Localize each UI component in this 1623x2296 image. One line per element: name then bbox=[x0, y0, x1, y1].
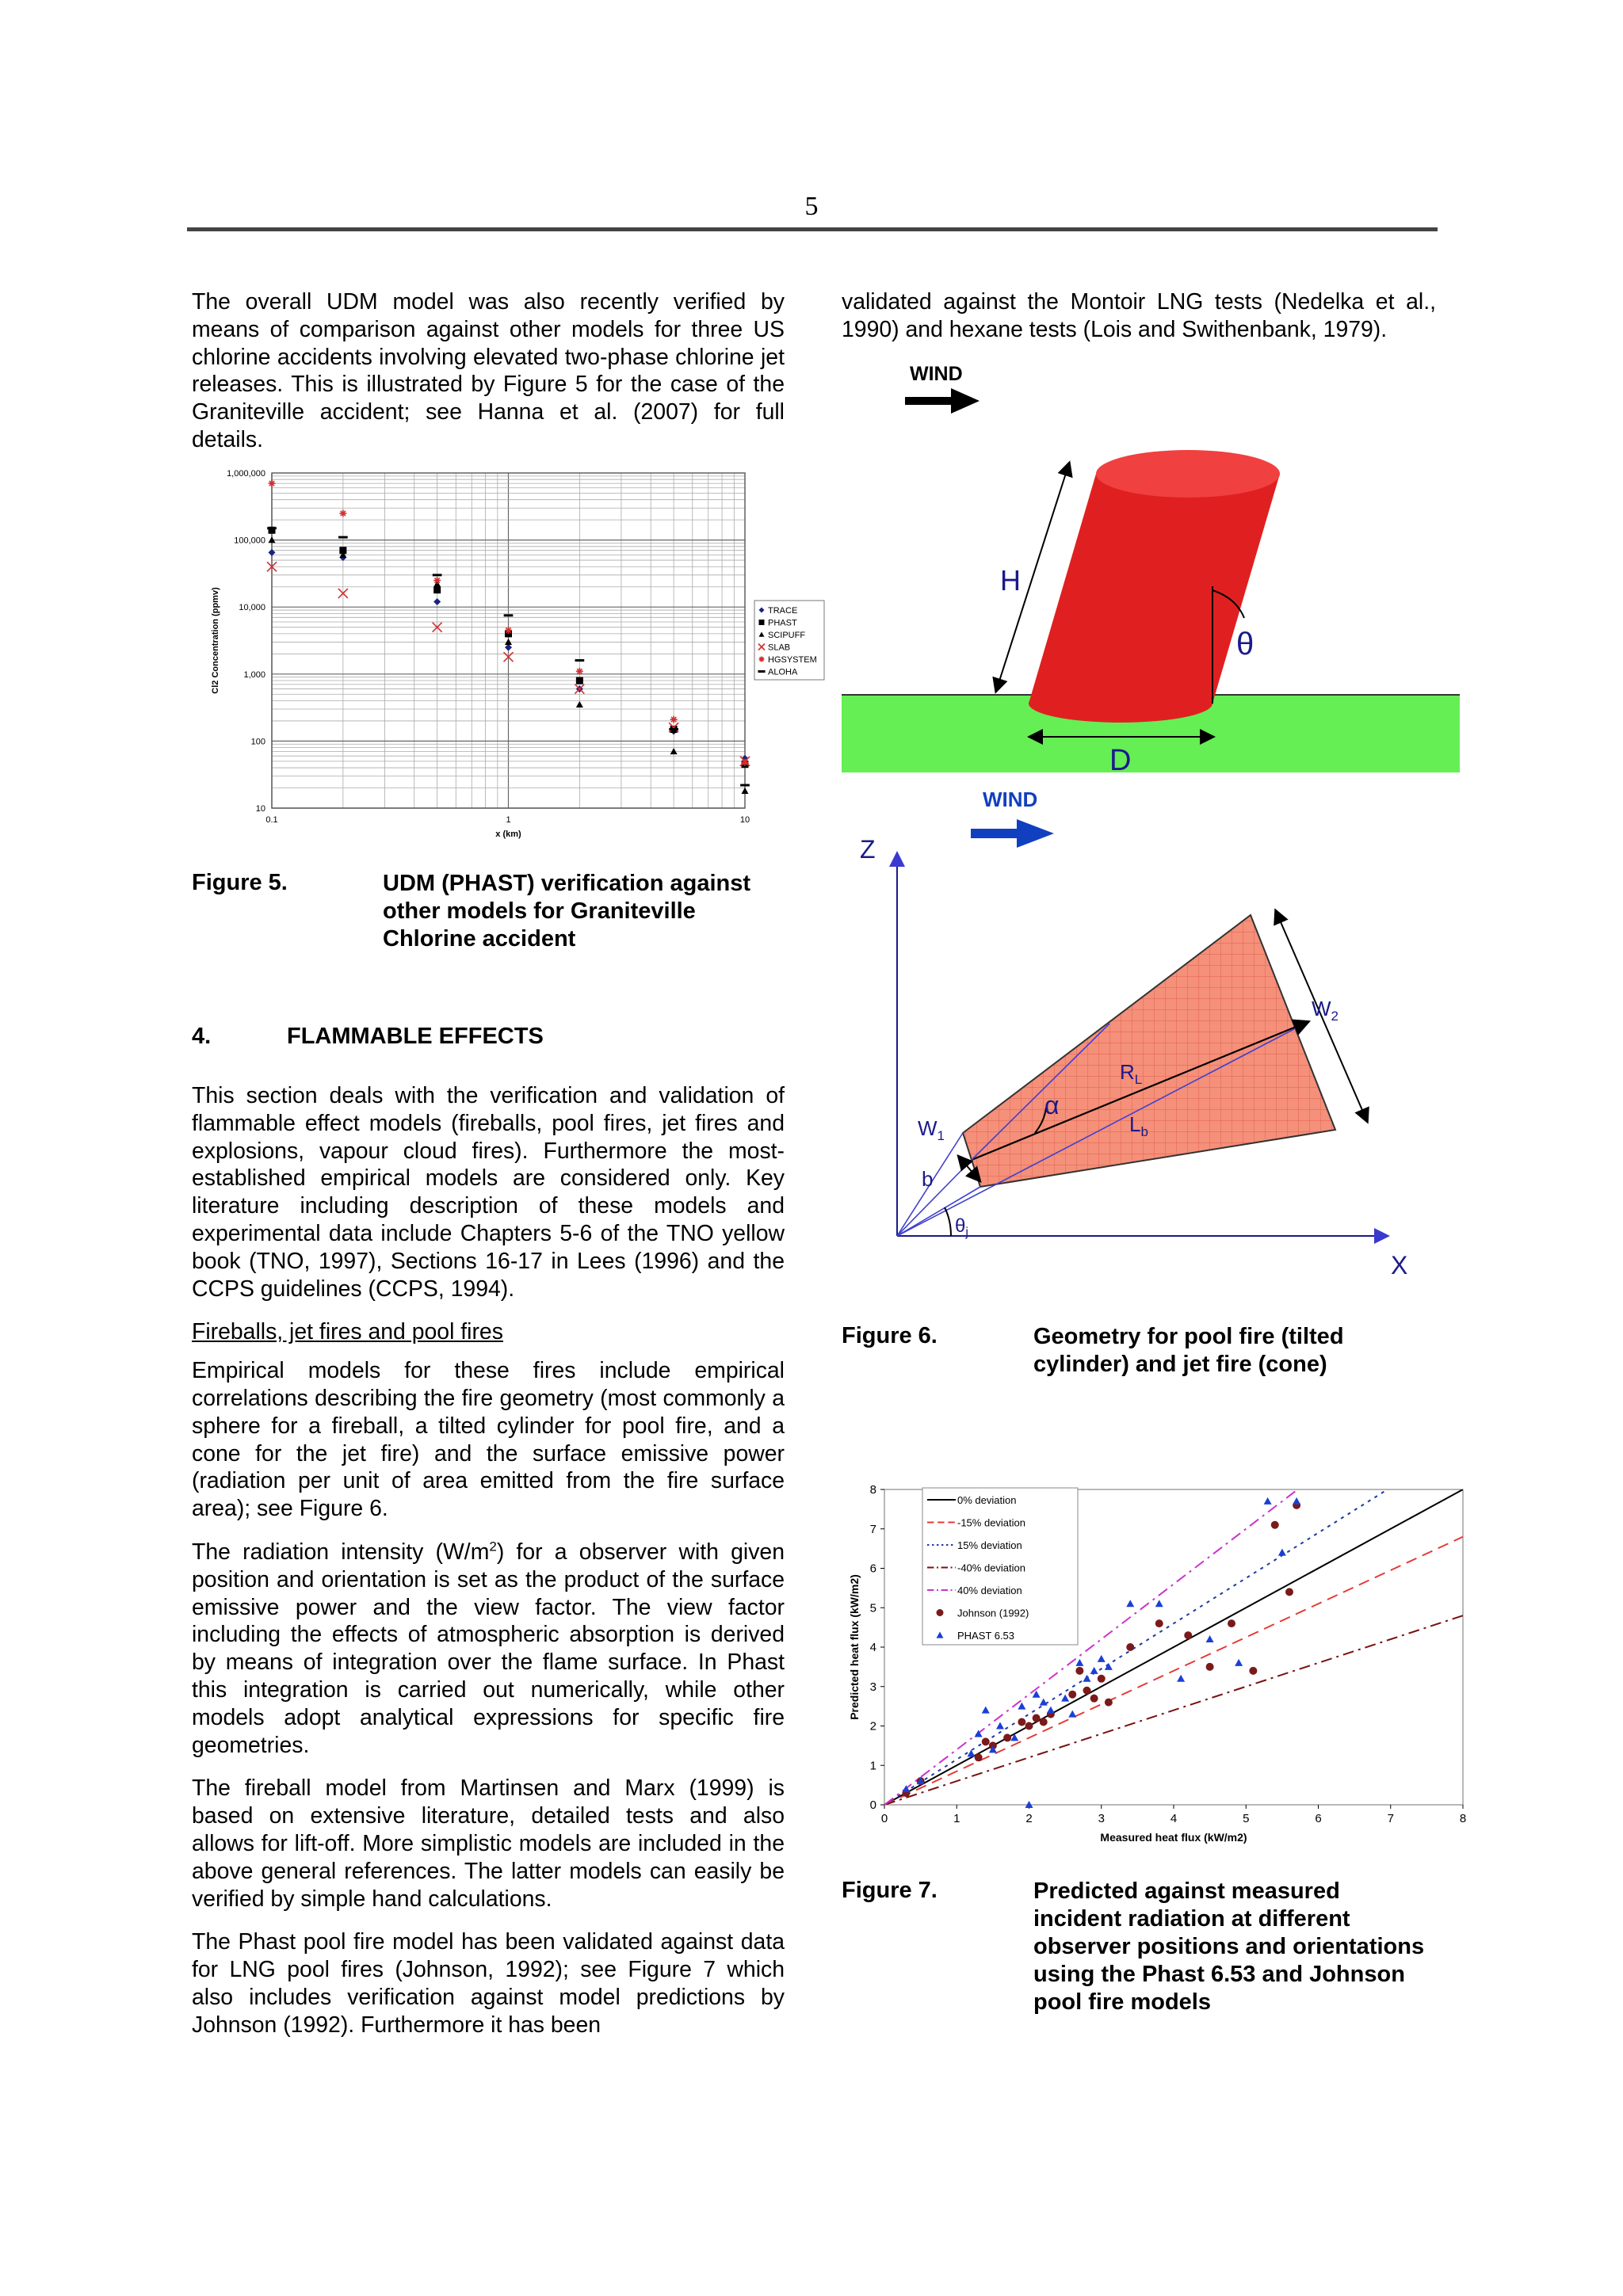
figure7-point bbox=[1126, 1600, 1134, 1607]
intro-paragraph: The overall UDM model was also recently verified by means of comparison against other models for three US chlorine accidents involving elevated two-phase chlorine jet releases. This is illustrated by Figure 5 for the case of the Graniteville accident; see Hanna et al. (2007) for full details. bbox=[192, 289, 785, 452]
figure7-point bbox=[1033, 1714, 1041, 1722]
figure7-x-tick: 7 bbox=[1387, 1812, 1394, 1825]
jet-cone bbox=[963, 915, 1335, 1187]
paragraph-pool-fire-validation: The Phast pool fire model has been validated against data for LNG pool fires (Johnson, 1992); see Figure 7 which also includes verification against model predictions by Johnson (1992). Furthermore it has been bbox=[192, 1929, 785, 2038]
figure7-y-tick: 0 bbox=[869, 1798, 876, 1812]
figure7-point bbox=[968, 1749, 976, 1756]
label-thetaj: $\theta_j$ bbox=[955, 1215, 968, 1239]
figure7-point bbox=[1235, 1659, 1243, 1666]
figure7-point bbox=[1155, 1600, 1163, 1607]
figure7-y-tick: 8 bbox=[869, 1483, 876, 1497]
figure5-point bbox=[505, 639, 512, 645]
figure5-point bbox=[269, 480, 276, 487]
figure5-legend-label: TRACE bbox=[768, 606, 798, 616]
figure5-legend-label: ALOHA bbox=[768, 667, 798, 677]
figure5-y-tick: 100,000 bbox=[234, 536, 265, 546]
figure7-x-tick: 5 bbox=[1243, 1812, 1250, 1825]
figure7-point bbox=[1090, 1695, 1098, 1703]
figure7-x-tick: 6 bbox=[1315, 1812, 1322, 1825]
label-alpha: α bbox=[1044, 1091, 1060, 1119]
subheading-fires: Fireballs, jet fires and pool fires bbox=[192, 1319, 503, 1345]
paragraph-montoir: validated against the Montoir LNG tests (Nedelka et al., 1990) and hexane tests (Lois and Swithenbank, 1979). bbox=[842, 289, 1436, 342]
figure5-legend-label: SLAB bbox=[768, 643, 791, 653]
figure7-legend-label: 0% deviation bbox=[957, 1494, 1017, 1506]
figure7-legend-marker bbox=[937, 1609, 944, 1616]
figure7-point bbox=[1083, 1675, 1091, 1682]
label-W2: $W_2$ bbox=[1312, 997, 1339, 1024]
paragraph-flammable-intro: This section deals with the verification and validation of flammable effect models (fireballs, pool fires, jet fires and explosions, vapour cloud fires). Furthermore the most-established empirical models are considered only. Key literature including description of these models and experimental data include Chapters 5-6 of the TNO yellow book (TNO, 1997), Sections 16-17 in Lees (1996) and the CCPS guidelines (CCPS, 1994). bbox=[192, 1083, 785, 1302]
wind-arrow-top bbox=[905, 388, 980, 414]
figure5-y-tick: 10 bbox=[255, 804, 265, 814]
wind-arrow-bottom bbox=[971, 819, 1054, 848]
tilted-cylinder bbox=[1029, 450, 1280, 723]
label-RL: $R_L$ bbox=[1120, 1060, 1143, 1087]
figure7-caption: Predicted against measured incident radiation at different observer positions and orientations using the Phast 6.53 and Johnson pool fire models bbox=[1033, 1878, 1425, 2015]
figure7-y-label: Predicted heat flux (kW/m2) bbox=[848, 1574, 861, 1720]
figure7-y-tick: 1 bbox=[869, 1759, 876, 1773]
label-H: H bbox=[1000, 564, 1021, 597]
figure7-point bbox=[1068, 1691, 1076, 1699]
figure7-point bbox=[1040, 1718, 1048, 1726]
label-Lb: $L_b$ bbox=[1129, 1112, 1148, 1139]
paragraph-radiation-intensity: The radiation intensity $(W/m^2)$ for a observer with given position and orientation is set as the product of the surface emissive power and the view factor. The view factor including the effects of atmospheric absorption is derived by means of integration over the flame surface. In Phast this integration is carried out numerically, while other models adopt analytical expressions for specific fire geometries. bbox=[192, 1539, 785, 1758]
figure5-label: Figure 5. bbox=[192, 870, 288, 895]
figure7-point bbox=[982, 1737, 990, 1745]
label-Z: Z bbox=[860, 835, 876, 864]
figure7-point bbox=[1040, 1699, 1048, 1706]
figure7-x-tick: 0 bbox=[880, 1812, 888, 1825]
figure7-legend-label: Johnson (1992) bbox=[957, 1607, 1029, 1619]
label-theta: θ bbox=[1236, 627, 1254, 662]
figure5-y-tick: 1,000,000 bbox=[227, 469, 265, 479]
figure7-point bbox=[1271, 1521, 1279, 1529]
figure7-point bbox=[1025, 1722, 1033, 1730]
figure5-x-tick: 10 bbox=[739, 815, 750, 825]
figure5-y-tick: 100 bbox=[250, 737, 265, 747]
label-b: b bbox=[922, 1167, 934, 1191]
figure7-x-tick: 8 bbox=[1459, 1812, 1467, 1825]
figure5-legend-label: SCIPUFF bbox=[768, 631, 806, 640]
figure5-point bbox=[433, 574, 442, 576]
figure7-y-tick: 4 bbox=[869, 1641, 876, 1654]
figure7-point bbox=[1155, 1619, 1163, 1627]
label-X: X bbox=[1391, 1251, 1408, 1280]
figure7-point bbox=[1278, 1549, 1286, 1556]
paragraph-empirical-models: Empirical models for these fires include empirical correlations describing the fire geometry (most commonly a sphere for a fireball, a tilted cylinder for pool fire, and a cone for the jet fire) and the surface emissive power (radiation per unit of area emitted from the fire surface area); see Figure 6. bbox=[192, 1358, 785, 1522]
wind-label-top: WIND bbox=[910, 363, 963, 385]
figure5-legend-marker bbox=[759, 657, 765, 662]
figure6-label: Figure 6. bbox=[842, 1323, 938, 1348]
figure7-point bbox=[1293, 1497, 1300, 1505]
thetaj-arc bbox=[945, 1207, 951, 1236]
figure5-point bbox=[338, 536, 348, 539]
figure5-legend bbox=[754, 601, 824, 680]
figure7-y-tick: 2 bbox=[869, 1719, 876, 1733]
figure7-point bbox=[1184, 1631, 1192, 1639]
figure7-chart bbox=[840, 1474, 1474, 1862]
figure7-point bbox=[1206, 1663, 1214, 1671]
figure7-point bbox=[1206, 1635, 1214, 1642]
figure7-point bbox=[1003, 1733, 1011, 1741]
figure7-y-tick: 7 bbox=[869, 1522, 876, 1536]
figure5-x-tick: 1 bbox=[506, 815, 511, 825]
page-number: 5 bbox=[804, 192, 819, 221]
figure5-legend-label: HGSYSTEM bbox=[768, 655, 817, 665]
figure7-point bbox=[1249, 1667, 1257, 1675]
figure5-y-tick: 1,000 bbox=[243, 669, 265, 680]
figure7-point bbox=[1018, 1703, 1025, 1710]
section-title: FLAMMABLE EFFECTS bbox=[287, 1024, 544, 1049]
figure7-y-tick: 6 bbox=[869, 1562, 876, 1576]
figure5-point bbox=[339, 509, 346, 517]
figure7-point bbox=[1068, 1711, 1076, 1718]
figure7-x-tick: 3 bbox=[1098, 1812, 1105, 1825]
figure7-y-tick: 3 bbox=[869, 1680, 876, 1694]
figure7-legend-label: -15% deviation bbox=[957, 1516, 1025, 1529]
figure7-point bbox=[1177, 1675, 1185, 1682]
figure5-point bbox=[504, 614, 514, 616]
figure7-point bbox=[1083, 1687, 1091, 1695]
figure7-x-tick: 4 bbox=[1170, 1812, 1178, 1825]
wind-label-bottom: WIND bbox=[983, 788, 1038, 811]
figure5-point bbox=[576, 701, 583, 707]
figure5-legend-label: PHAST bbox=[768, 618, 797, 628]
figure6-caption: Geometry for pool fire (tilted cylinder) and jet fire (cone) bbox=[1033, 1324, 1344, 1377]
figure5-legend-marker bbox=[758, 670, 765, 673]
figure7-point bbox=[1105, 1663, 1113, 1670]
figure7-legend-label: 40% deviation bbox=[957, 1585, 1022, 1596]
figure5-x-tick: 0.1 bbox=[265, 815, 278, 825]
figure5-caption: UDM (PHAST) verification against other models for Graniteville Chlorine accident bbox=[383, 871, 751, 952]
figure7-point bbox=[996, 1722, 1004, 1730]
figure5-point bbox=[433, 598, 441, 605]
figure7-point bbox=[1126, 1643, 1134, 1651]
figure7-legend-label: PHAST 6.53 bbox=[957, 1630, 1015, 1642]
section-number: 4. bbox=[192, 1024, 212, 1049]
figure7-x-label: Measured heat flux (kW/m2) bbox=[1100, 1831, 1247, 1844]
figure7-legend-label: 15% deviation bbox=[957, 1539, 1022, 1551]
figure7-legend bbox=[922, 1488, 1078, 1645]
figure5-point bbox=[433, 586, 441, 593]
figure5-point bbox=[670, 716, 678, 723]
figure5-point bbox=[433, 577, 441, 584]
figure7-point bbox=[1090, 1667, 1098, 1674]
figure5-point bbox=[740, 784, 750, 787]
figure7-point bbox=[1228, 1619, 1235, 1627]
figure5-point bbox=[669, 728, 678, 730]
figure5-point bbox=[742, 788, 749, 794]
figure7-point bbox=[1098, 1675, 1106, 1683]
figure7-point bbox=[1098, 1655, 1106, 1662]
figure7-point bbox=[1061, 1695, 1069, 1702]
figure5-chart bbox=[198, 463, 817, 844]
figure5-y-label: Cl2 Concentration (ppmv) bbox=[211, 587, 220, 694]
figure7-point bbox=[975, 1753, 983, 1761]
figure7-point bbox=[1264, 1497, 1272, 1505]
figure5-x-label: x (km) bbox=[495, 830, 521, 839]
figure7-x-tick: 2 bbox=[1025, 1812, 1033, 1825]
figure7-point bbox=[982, 1707, 990, 1714]
header-rule bbox=[187, 227, 1438, 231]
figure5-point bbox=[575, 659, 585, 662]
figure7-point bbox=[1075, 1659, 1083, 1666]
figure7-y-tick: 5 bbox=[869, 1601, 876, 1615]
figure5-point bbox=[505, 627, 512, 634]
figure5-point bbox=[670, 748, 678, 754]
figure7-point bbox=[1047, 1707, 1055, 1714]
figure7-point bbox=[1285, 1588, 1293, 1596]
figure6-diagram bbox=[832, 349, 1466, 1299]
label-D: D bbox=[1109, 744, 1132, 777]
figure7-label: Figure 7. bbox=[842, 1878, 938, 1903]
figure5-point bbox=[267, 527, 277, 529]
label-W1: $W_1$ bbox=[918, 1116, 945, 1143]
figure7-legend-label: -40% deviation bbox=[957, 1562, 1025, 1574]
figure5-y-tick: 10,000 bbox=[239, 603, 265, 613]
figure7-point bbox=[1105, 1699, 1113, 1707]
figure5-point bbox=[576, 677, 583, 684]
figure5-legend-marker bbox=[759, 620, 765, 625]
paragraph-fireball-model: The fireball model from Martinsen and Marx (1999) is based on extensive literature, detailed tests and also allows for lift-off. More simplistic models are included in the above general references. The latter models can easily be verified by simple hand calculations. bbox=[192, 1775, 785, 1912]
figure7-point bbox=[1018, 1718, 1025, 1726]
body-text-left bbox=[192, 1082, 785, 2055]
figure7-x-tick: 1 bbox=[953, 1812, 960, 1825]
figure7-point bbox=[1075, 1667, 1083, 1675]
